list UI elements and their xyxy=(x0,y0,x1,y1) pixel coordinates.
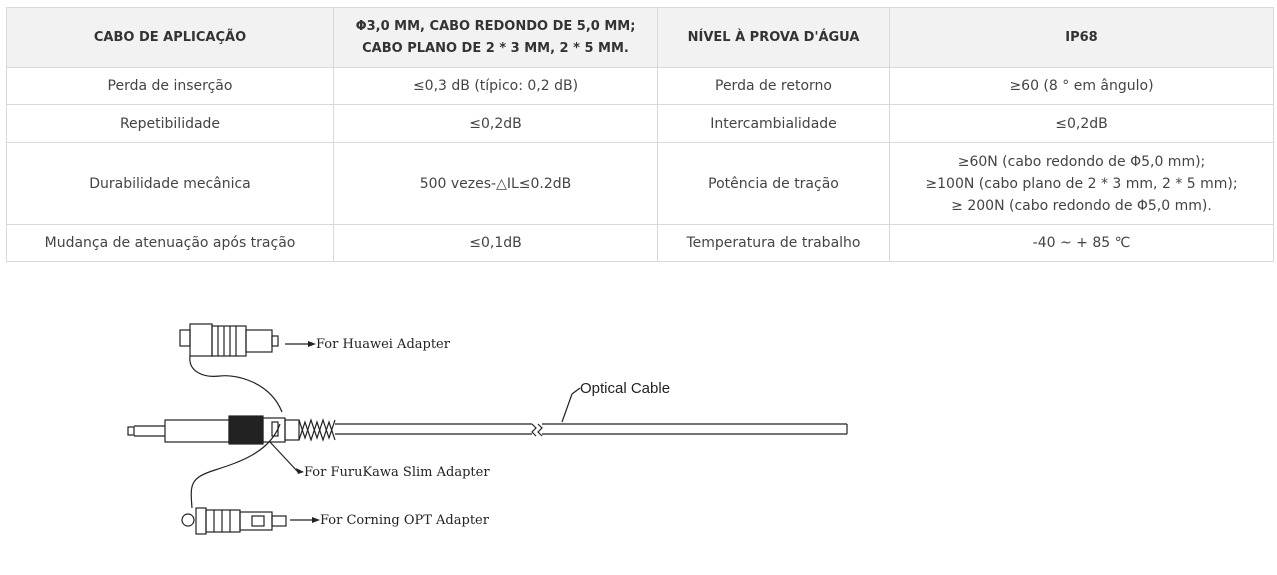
table-cell: Potência de tração xyxy=(658,143,890,225)
corning-connector xyxy=(182,508,286,534)
header-cell: NÍVEL À PROVA D'ÁGUA xyxy=(658,8,890,68)
huawei-connector xyxy=(180,324,282,412)
table-cell-line: ≥100N (cabo plano de 2 * 3 mm, 2 * 5 mm); xyxy=(925,175,1238,192)
table-cell: Perda de inserção xyxy=(7,68,334,105)
table-cell: ≤0,2dB xyxy=(890,105,1274,143)
label-optical-cable: Optical Cable xyxy=(580,380,671,397)
label-furukawa: For FuruKawa Slim Adapter xyxy=(304,465,490,480)
table-cell-line: ≥ 200N (cabo redondo de Φ5,0 mm). xyxy=(951,197,1212,214)
table-header-row xyxy=(7,8,1274,68)
table-cell: Repetibilidade xyxy=(7,105,334,143)
leader-lines xyxy=(270,344,580,520)
table-cell: Temperatura de trabalho xyxy=(658,225,890,262)
table-row xyxy=(7,68,1274,105)
furukawa-connector xyxy=(128,416,335,444)
table-row xyxy=(7,143,1274,225)
header-cell: IP68 xyxy=(890,8,1274,68)
table-cell xyxy=(890,143,1274,225)
label-huawei: For Huawei Adapter xyxy=(316,337,450,352)
table-cell: ≤0,3 dB (típico: 0,2 dB) xyxy=(334,68,658,105)
table-cell: ≤0,2dB xyxy=(334,105,658,143)
header-cell: CABO DE APLICAÇÃO xyxy=(7,8,334,68)
optical-cable xyxy=(335,424,847,436)
table-cell: -40 ~ + 85 ℃ xyxy=(890,225,1274,262)
table-row xyxy=(7,225,1274,262)
table-cell: Durabilidade mecânica xyxy=(7,143,334,225)
table-cell: ≥60 (8 ° em ângulo) xyxy=(890,68,1274,105)
connector-diagram xyxy=(120,312,860,552)
table-cell-line: ≥60N (cabo redondo de Φ5,0 mm); xyxy=(957,153,1206,170)
table-row xyxy=(7,105,1274,143)
header-cell-line: CABO PLANO DE 2 * 3 MM, 2 * 5 MM. xyxy=(362,40,629,56)
header-cell-line: Φ3,0 MM, CABO REDONDO DE 5,0 MM; xyxy=(355,18,636,34)
header-cell xyxy=(334,8,658,68)
table-cell: Perda de retorno xyxy=(658,68,890,105)
spec-table xyxy=(6,7,1274,262)
table-cell: Mudança de atenuação após tração xyxy=(7,225,334,262)
label-corning: For Corning OPT Adapter xyxy=(320,513,489,528)
table-cell: Intercambialidade xyxy=(658,105,890,143)
table-cell: 500 vezes-△IL≤0.2dB xyxy=(334,143,658,225)
table-cell: ≤0,1dB xyxy=(334,225,658,262)
